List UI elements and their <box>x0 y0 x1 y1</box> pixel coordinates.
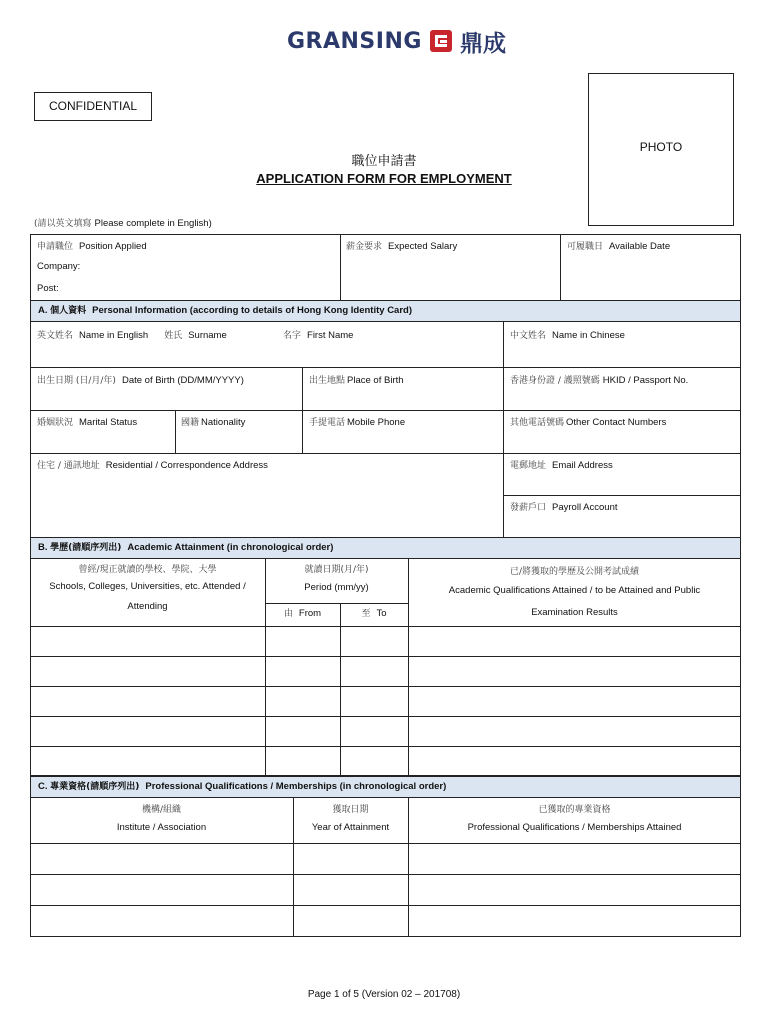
position-label: Position Applied <box>79 241 147 252</box>
available-label: Available Date <box>609 241 671 252</box>
label: Name in Chinese <box>552 330 625 341</box>
label-cn: 發薪戶口 <box>510 503 547 513</box>
hkid-passport-field[interactable] <box>510 373 688 386</box>
header-line: To <box>376 608 387 619</box>
label-cn: 姓氏 <box>164 331 183 341</box>
payroll-account-field[interactable] <box>510 500 618 513</box>
divider <box>340 603 341 776</box>
label: Residential / Correspondence Address <box>105 460 268 471</box>
name-english-field[interactable] <box>37 328 227 341</box>
divider <box>30 453 741 454</box>
divider <box>175 410 176 453</box>
year-column-header <box>293 801 408 836</box>
divider <box>560 234 561 301</box>
from-column-header <box>265 604 340 624</box>
section-c-title: Professional Qualifications / Memberships (in chronological order) <box>145 781 447 792</box>
logo-mark-icon <box>430 30 452 52</box>
divider <box>30 746 741 747</box>
header-cn: 獲取日期 <box>332 805 369 815</box>
company-logo <box>287 26 506 56</box>
divider <box>30 686 741 687</box>
expected-salary-field[interactable] <box>346 239 457 252</box>
label-cn: 名字 <box>283 331 302 341</box>
label-cn: 其他電話號碼 <box>510 418 565 428</box>
divider <box>30 843 741 844</box>
to-column-header <box>340 604 408 624</box>
header-line: Year of Attainment <box>311 822 390 833</box>
position-applied-field[interactable] <box>37 239 147 252</box>
form-title-text: APPLICATION FORM FOR EMPLOYMENT <box>256 171 512 186</box>
divider <box>30 716 741 717</box>
divider <box>340 234 341 301</box>
label-cn: 國籍 <box>181 418 200 428</box>
logo-chinese-text: 鼎成 <box>459 30 506 57</box>
header-cn: 已/將獲取的學歷及公開考試成績 <box>509 567 640 577</box>
label: Other Contact Numbers <box>566 417 667 428</box>
header-cn: 至 <box>361 609 371 619</box>
divider <box>30 367 741 368</box>
form-title <box>200 171 568 186</box>
instruction-note <box>34 216 212 229</box>
section-c-letter: C. <box>38 781 48 792</box>
mobile-phone-field[interactable] <box>309 415 405 428</box>
divider <box>503 495 741 496</box>
qualifications-column-header <box>408 563 741 626</box>
divider <box>503 321 504 538</box>
label: Marital Status <box>79 417 138 428</box>
header-line: Institute / Association <box>116 822 207 833</box>
label-cn: 婚姻狀況 <box>37 418 74 428</box>
label-cn: 住宅 / 通訊地址 <box>37 461 100 471</box>
label: Mobile Phone <box>347 417 406 428</box>
label-cn: 香港身份證 / 護照號碼 <box>510 376 600 386</box>
period-column-header <box>265 561 408 595</box>
label: Date of Birth (DD/MM/YYYY) <box>121 375 244 386</box>
label: Email Address <box>552 460 613 471</box>
divider <box>30 410 741 411</box>
section-b-title: Academic Attainment (in chronological order) <box>127 542 334 553</box>
label-cn: 手提電話 <box>309 418 346 428</box>
section-a-letter: A. <box>38 305 48 316</box>
header-line: From <box>298 608 322 619</box>
label-cn: 電郵地址 <box>510 461 547 471</box>
label: First Name <box>307 330 354 341</box>
label: Surname <box>188 330 227 341</box>
label-cn: 中文姓名 <box>510 331 547 341</box>
marital-status-field[interactable] <box>37 415 137 428</box>
label: HKID / Passport No. <box>602 375 689 386</box>
salary-label: Expected Salary <box>388 241 458 252</box>
header-line: Examination Results <box>531 607 618 618</box>
section-c-header <box>30 776 741 798</box>
note-english: Please complete in English) <box>94 218 212 229</box>
post-label: Post: <box>37 283 59 294</box>
divider <box>30 905 741 906</box>
header-cn: 已獲取的專業資格 <box>538 805 611 815</box>
section-c-title-cn: 專業資格(請順序列出) <box>50 782 140 792</box>
confidential-label: CONFIDENTIAL <box>34 92 152 121</box>
date-of-birth-field[interactable] <box>37 373 244 386</box>
logo-text: GRANSING <box>287 28 422 54</box>
divider <box>30 626 741 627</box>
company-label: Company: <box>37 261 81 272</box>
section-a-title: Personal Information (according to details of Hong Kong Identity Card) <box>92 305 413 316</box>
other-contact-field[interactable] <box>510 415 666 428</box>
header-line: Professional Qualifications / Memberships Attained <box>467 822 682 833</box>
header-line: Schools, Colleges, Universities, etc. Attended / <box>49 581 246 592</box>
header-cn: 曾經/現正就讀的學校、學院、大學 <box>78 565 217 575</box>
note-chinese: (請以英文填寫 <box>34 219 92 229</box>
section-b-letter: B. <box>38 542 48 553</box>
name-chinese-field[interactable] <box>510 328 625 341</box>
label: Name in English <box>79 330 149 341</box>
header-cn: 機構/組織 <box>141 805 182 815</box>
label-cn: 英文姓名 <box>37 331 74 341</box>
form-title-chinese: 職位申請書 <box>351 154 417 169</box>
label: Place of Birth <box>347 375 404 386</box>
available-label-cn: 可履職日 <box>567 242 604 252</box>
personal-info-table <box>30 321 741 538</box>
nationality-field[interactable] <box>181 415 245 428</box>
header-line: Academic Qualifications Attained / to be Attained and Public <box>448 585 701 596</box>
schools-column-header <box>30 561 265 620</box>
header-line: Attending <box>127 601 168 612</box>
address-field[interactable] <box>37 458 268 471</box>
label-cn: 出生地點 <box>309 376 346 386</box>
first-name-field[interactable] <box>283 328 353 341</box>
label: Payroll Account <box>552 502 618 513</box>
section-a-title-cn: 個人資料 <box>50 306 87 316</box>
email-field[interactable] <box>510 458 613 471</box>
page-footer: Page 1 of 5 (Version 02 – 201708) <box>307 989 461 1000</box>
available-date-field[interactable] <box>567 239 670 252</box>
section-a-header <box>30 300 741 322</box>
section-b-title-cn: 學歷(請順序列出) <box>50 543 122 553</box>
label-cn: 出生日期 (日/月/年) <box>37 376 116 386</box>
photo-box[interactable]: PHOTO <box>588 73 734 226</box>
institute-column-header <box>30 801 293 836</box>
divider <box>302 367 303 453</box>
header-cn: 就讀日期(月/年) <box>304 565 369 575</box>
position-label-cn: 申請職位 <box>37 242 74 252</box>
label: Nationality <box>201 417 246 428</box>
divider <box>30 656 741 657</box>
header-cn: 由 <box>283 609 293 619</box>
place-of-birth-field[interactable] <box>309 373 404 386</box>
header-line: Period (mm/yy) <box>304 582 369 593</box>
section-b-header <box>30 537 741 559</box>
divider <box>30 874 741 875</box>
salary-label-cn: 薪金要求 <box>346 242 383 252</box>
professional-column-header <box>408 801 741 836</box>
